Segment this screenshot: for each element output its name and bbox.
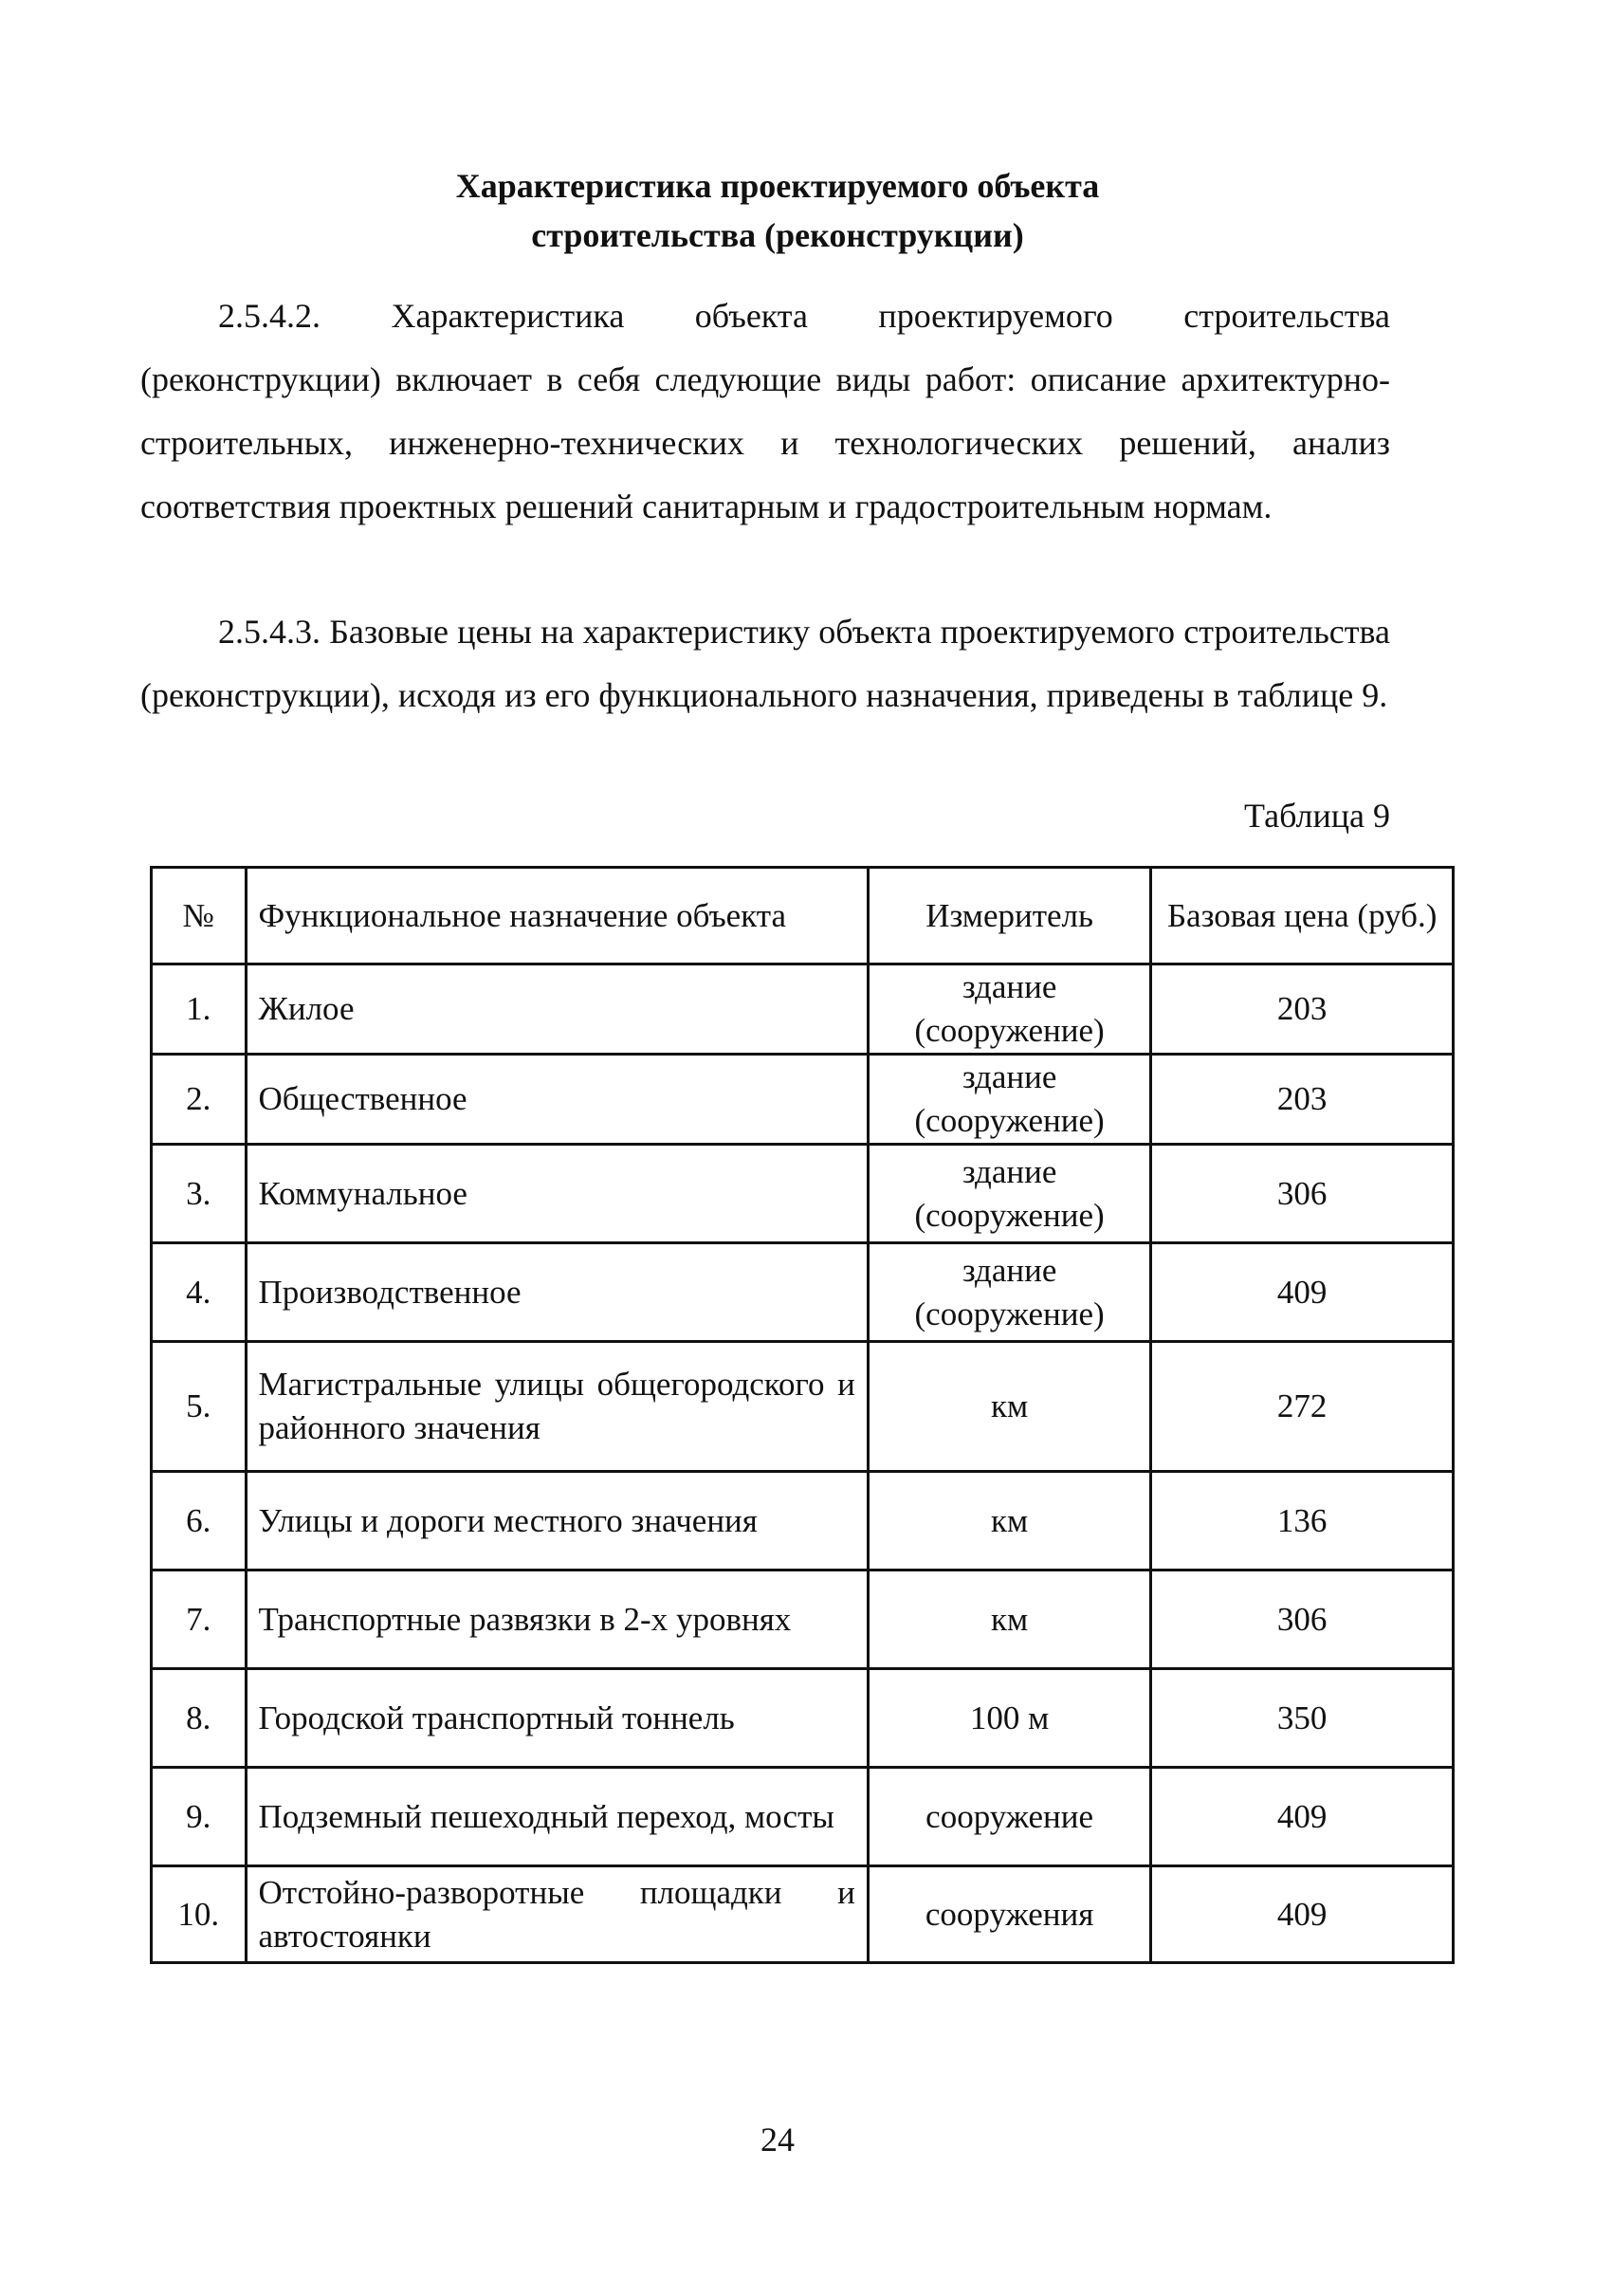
table-caption: Таблица 9 [1244,797,1390,835]
cell-base-price: 409 [1151,1243,1454,1342]
paragraph-2-5-4-2: 2.5.4.2. Характеристика объекта проектируемого строительства (реконструкции) включает в себя следующие виды работ: описание архитектурно-строительных, инженерно-технических и технологических решений, анализ соответствия проектных решений санитарным и градостроительным нормам. [140,297,1390,525]
header-function: Функциональное назначение объекта [246,868,868,964]
table-row [152,1866,1454,1963]
cell-base-price: 272 [1151,1342,1454,1472]
section-heading [0,161,1555,260]
cell-number: 7. [152,1570,247,1669]
table-row [152,1472,1454,1570]
base-price-table [150,866,1455,1964]
cell-function: Производственное [246,1243,868,1342]
table-body [152,964,1454,1963]
cell-number: 1. [152,964,247,1055]
table-row [152,1055,1454,1145]
table-row [152,1342,1454,1472]
cell-base-price: 136 [1151,1472,1454,1570]
cell-unit: здание (сооружение) [868,1243,1151,1342]
cell-function: Коммунальное [246,1145,868,1243]
cell-unit: км [868,1472,1151,1570]
cell-unit: км [868,1570,1151,1669]
cell-function: Улицы и дороги местного значения [246,1472,868,1570]
cell-function: Транспортные развязки в 2-х уровнях [246,1570,868,1669]
cell-base-price: 203 [1151,1055,1454,1145]
cell-unit: 100 м [868,1669,1151,1768]
table-row [152,1145,1454,1243]
cell-base-price: 306 [1151,1570,1454,1669]
cell-number: 10. [152,1866,247,1963]
cell-function: Жилое [246,964,868,1055]
header-base-price: Базовая цена (руб.) [1151,868,1454,964]
table-row [152,1570,1454,1669]
table-header-row [152,868,1454,964]
cell-unit: км [868,1342,1151,1472]
paragraph-2-5-4-3: 2.5.4.3. Базовые цены на характеристику объекта проектируемого строительства (реконструкции), исходя из его функционального назначения, приведены в таблице 9. [140,613,1390,714]
cell-number: 4. [152,1243,247,1342]
cell-unit: сооружение [868,1768,1151,1866]
cell-base-price: 306 [1151,1145,1454,1243]
cell-unit: здание (сооружение) [868,1055,1151,1145]
cell-number: 3. [152,1145,247,1243]
cell-number: 8. [152,1669,247,1768]
cell-number: 9. [152,1768,247,1866]
cell-base-price: 350 [1151,1669,1454,1768]
cell-unit: сооружения [868,1866,1151,1963]
section-heading-line-2: строительства (реконструкции) [531,216,1024,254]
cell-unit: здание (сооружение) [868,1145,1151,1243]
cell-function: Городской транспортный тоннель [246,1669,868,1768]
section-heading-line-1: Характеристика проектируемого объекта [455,167,1100,205]
header-unit: Измеритель [868,868,1151,964]
cell-function: Отстойно-разворотные площадки и автостоянки [246,1866,868,1963]
cell-number: 5. [152,1342,247,1472]
cell-base-price: 409 [1151,1768,1454,1866]
page-number: 24 [760,2121,795,2158]
header-number: № [152,868,247,964]
cell-function: Подземный пешеходный переход, мосты [246,1768,868,1866]
cell-number: 2. [152,1055,247,1145]
cell-function: Магистральные улицы общегородского и районного значения [246,1342,868,1472]
table-row [152,964,1454,1055]
table-row [152,1768,1454,1866]
table-row [152,1669,1454,1768]
cell-function: Общественное [246,1055,868,1145]
cell-base-price: 203 [1151,964,1454,1055]
cell-unit: здание (сооружение) [868,964,1151,1055]
cell-number: 6. [152,1472,247,1570]
table-row [152,1243,1454,1342]
cell-base-price: 409 [1151,1866,1454,1963]
